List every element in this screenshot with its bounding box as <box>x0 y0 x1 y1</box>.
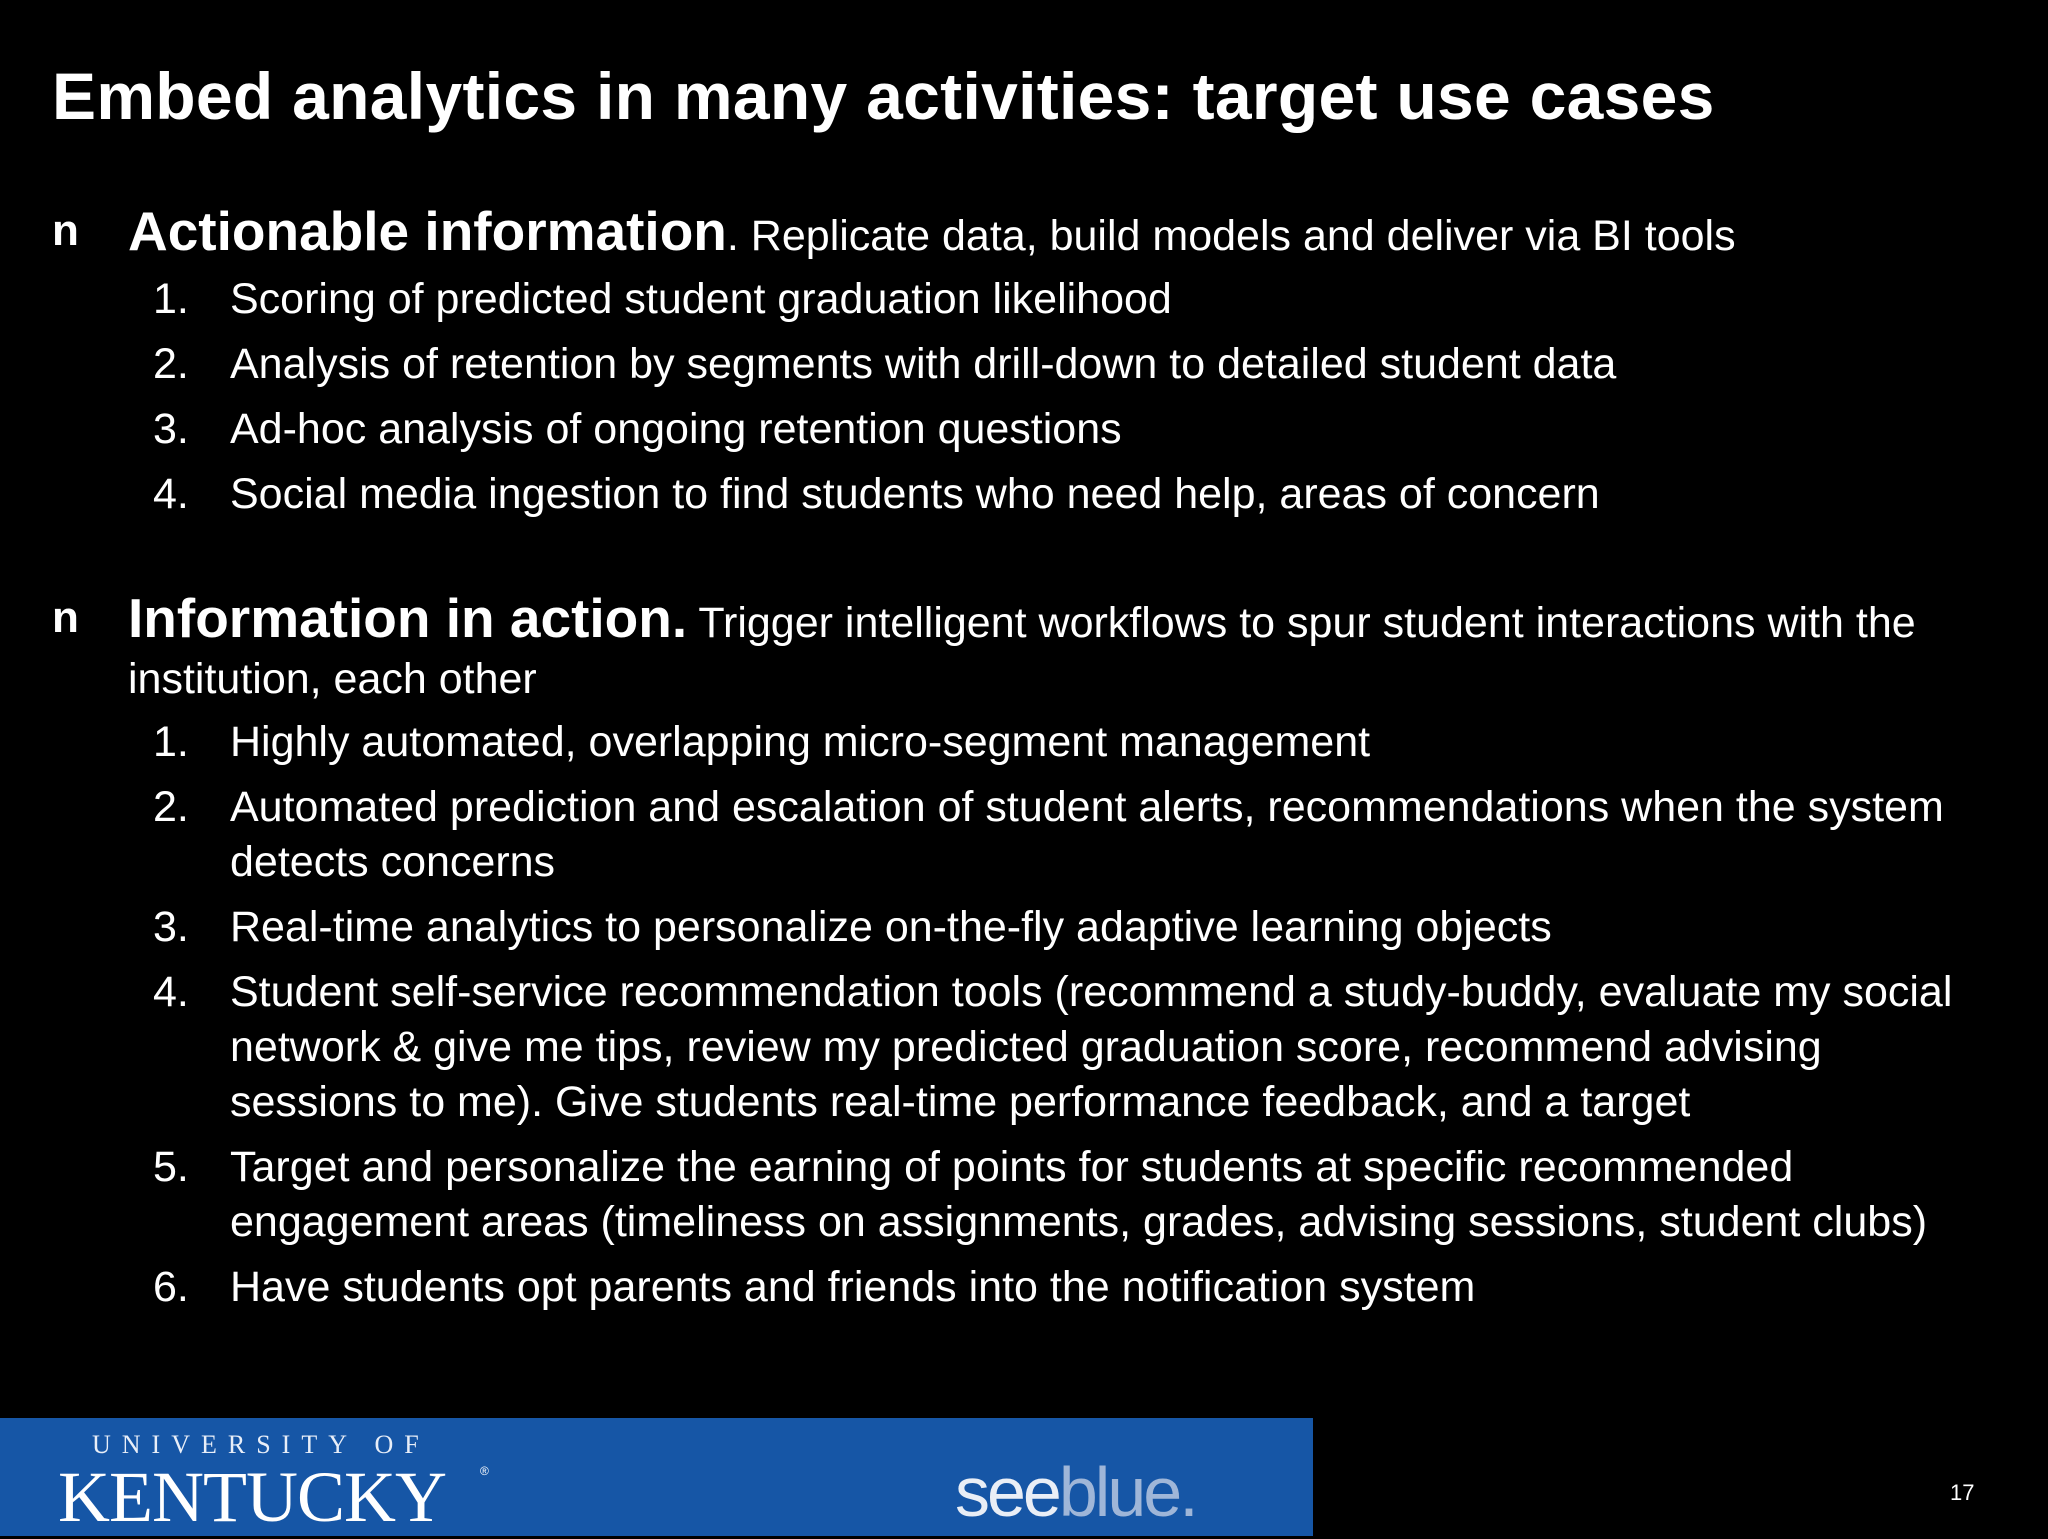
list-item-number: 5. <box>153 1143 189 1191</box>
list-item-text: Analysis of retention by segments with drill-down to detailed student data <box>230 340 1617 388</box>
kentucky-logo-text: KENTUCKY <box>58 1457 446 1537</box>
page-number: 17 <box>1950 1480 1975 1505</box>
university-of-label: UNIVERSITY OF <box>92 1430 430 1459</box>
section-heading <box>52 587 1992 707</box>
numbered-list <box>52 272 1992 522</box>
section-lead: Information in action. <box>128 587 688 649</box>
list-item-number: 2. <box>153 340 189 388</box>
list-item-text: Real-time analytics to personalize on-the-fly adaptive learning objects <box>230 903 1552 951</box>
section-information-in-action <box>52 587 1992 1315</box>
list-item <box>52 337 1992 392</box>
section-heading <box>52 200 1992 264</box>
section-text: Trigger intelligent workflows to spur student interactions with the institution, each other <box>128 599 1916 703</box>
list-item-text: Have students opt parents and friends into the notification system <box>230 1263 1476 1311</box>
list-item <box>52 715 1992 770</box>
list-item-number: 4. <box>153 470 189 518</box>
registered-mark: ® <box>480 1464 489 1478</box>
list-item-number: 4. <box>153 968 189 1016</box>
list-item <box>52 402 1992 457</box>
list-item-text: Social media ingestion to find students who need help, areas of concern <box>230 470 1600 518</box>
list-item-number: 3. <box>153 405 189 453</box>
list-item-text: Student self-service recommendation tools (recommend a study-buddy, evaluate my social network & give me tips, review my predicted graduation score, recommend advising sessions to me). Give students real-time performance feedback, and a target <box>230 968 1953 1126</box>
list-item <box>52 1140 1992 1250</box>
list-item <box>52 272 1992 327</box>
seeblue-logo <box>955 1452 1196 1532</box>
list-item <box>52 780 1992 890</box>
list-item-number: 1. <box>153 718 189 766</box>
list-item-number: 3. <box>153 903 189 951</box>
bullet-icon: n <box>52 593 79 642</box>
list-item-number: 2. <box>153 783 189 831</box>
list-item <box>52 467 1992 522</box>
list-item <box>52 900 1992 955</box>
list-item-text: Highly automated, overlapping micro-segment management <box>230 718 1371 766</box>
footer-brand-bar <box>0 1418 1313 1536</box>
seeblue-blue: blue. <box>1058 1453 1196 1531</box>
list-item-text: Ad-hoc analysis of ongoing retention questions <box>230 405 1122 453</box>
section-actionable-information <box>52 200 1992 522</box>
numbered-list <box>52 715 1992 1315</box>
list-item-text: Automated prediction and escalation of student alerts, recommendations when the system detects concerns <box>230 783 1944 886</box>
list-item-number: 6. <box>153 1263 189 1311</box>
slide-title: Embed analytics in many activities: target use cases <box>52 59 1715 133</box>
section-lead-punct: . <box>726 212 739 260</box>
list-item <box>52 965 1992 1130</box>
seeblue-see: see <box>955 1453 1059 1531</box>
list-item-text: Target and personalize the earning of points for students at specific recommended engagement areas (timeliness on assignments, grades, advising sessions, student clubs) <box>230 1143 1928 1246</box>
section-lead: Actionable information <box>128 200 727 262</box>
list-item-text: Scoring of predicted student graduation likelihood <box>230 275 1172 323</box>
section-text: Replicate data, build models and deliver via BI tools <box>738 212 1736 260</box>
list-item-number: 1. <box>153 275 189 323</box>
bullet-icon: n <box>52 206 79 255</box>
list-item <box>52 1260 1992 1315</box>
